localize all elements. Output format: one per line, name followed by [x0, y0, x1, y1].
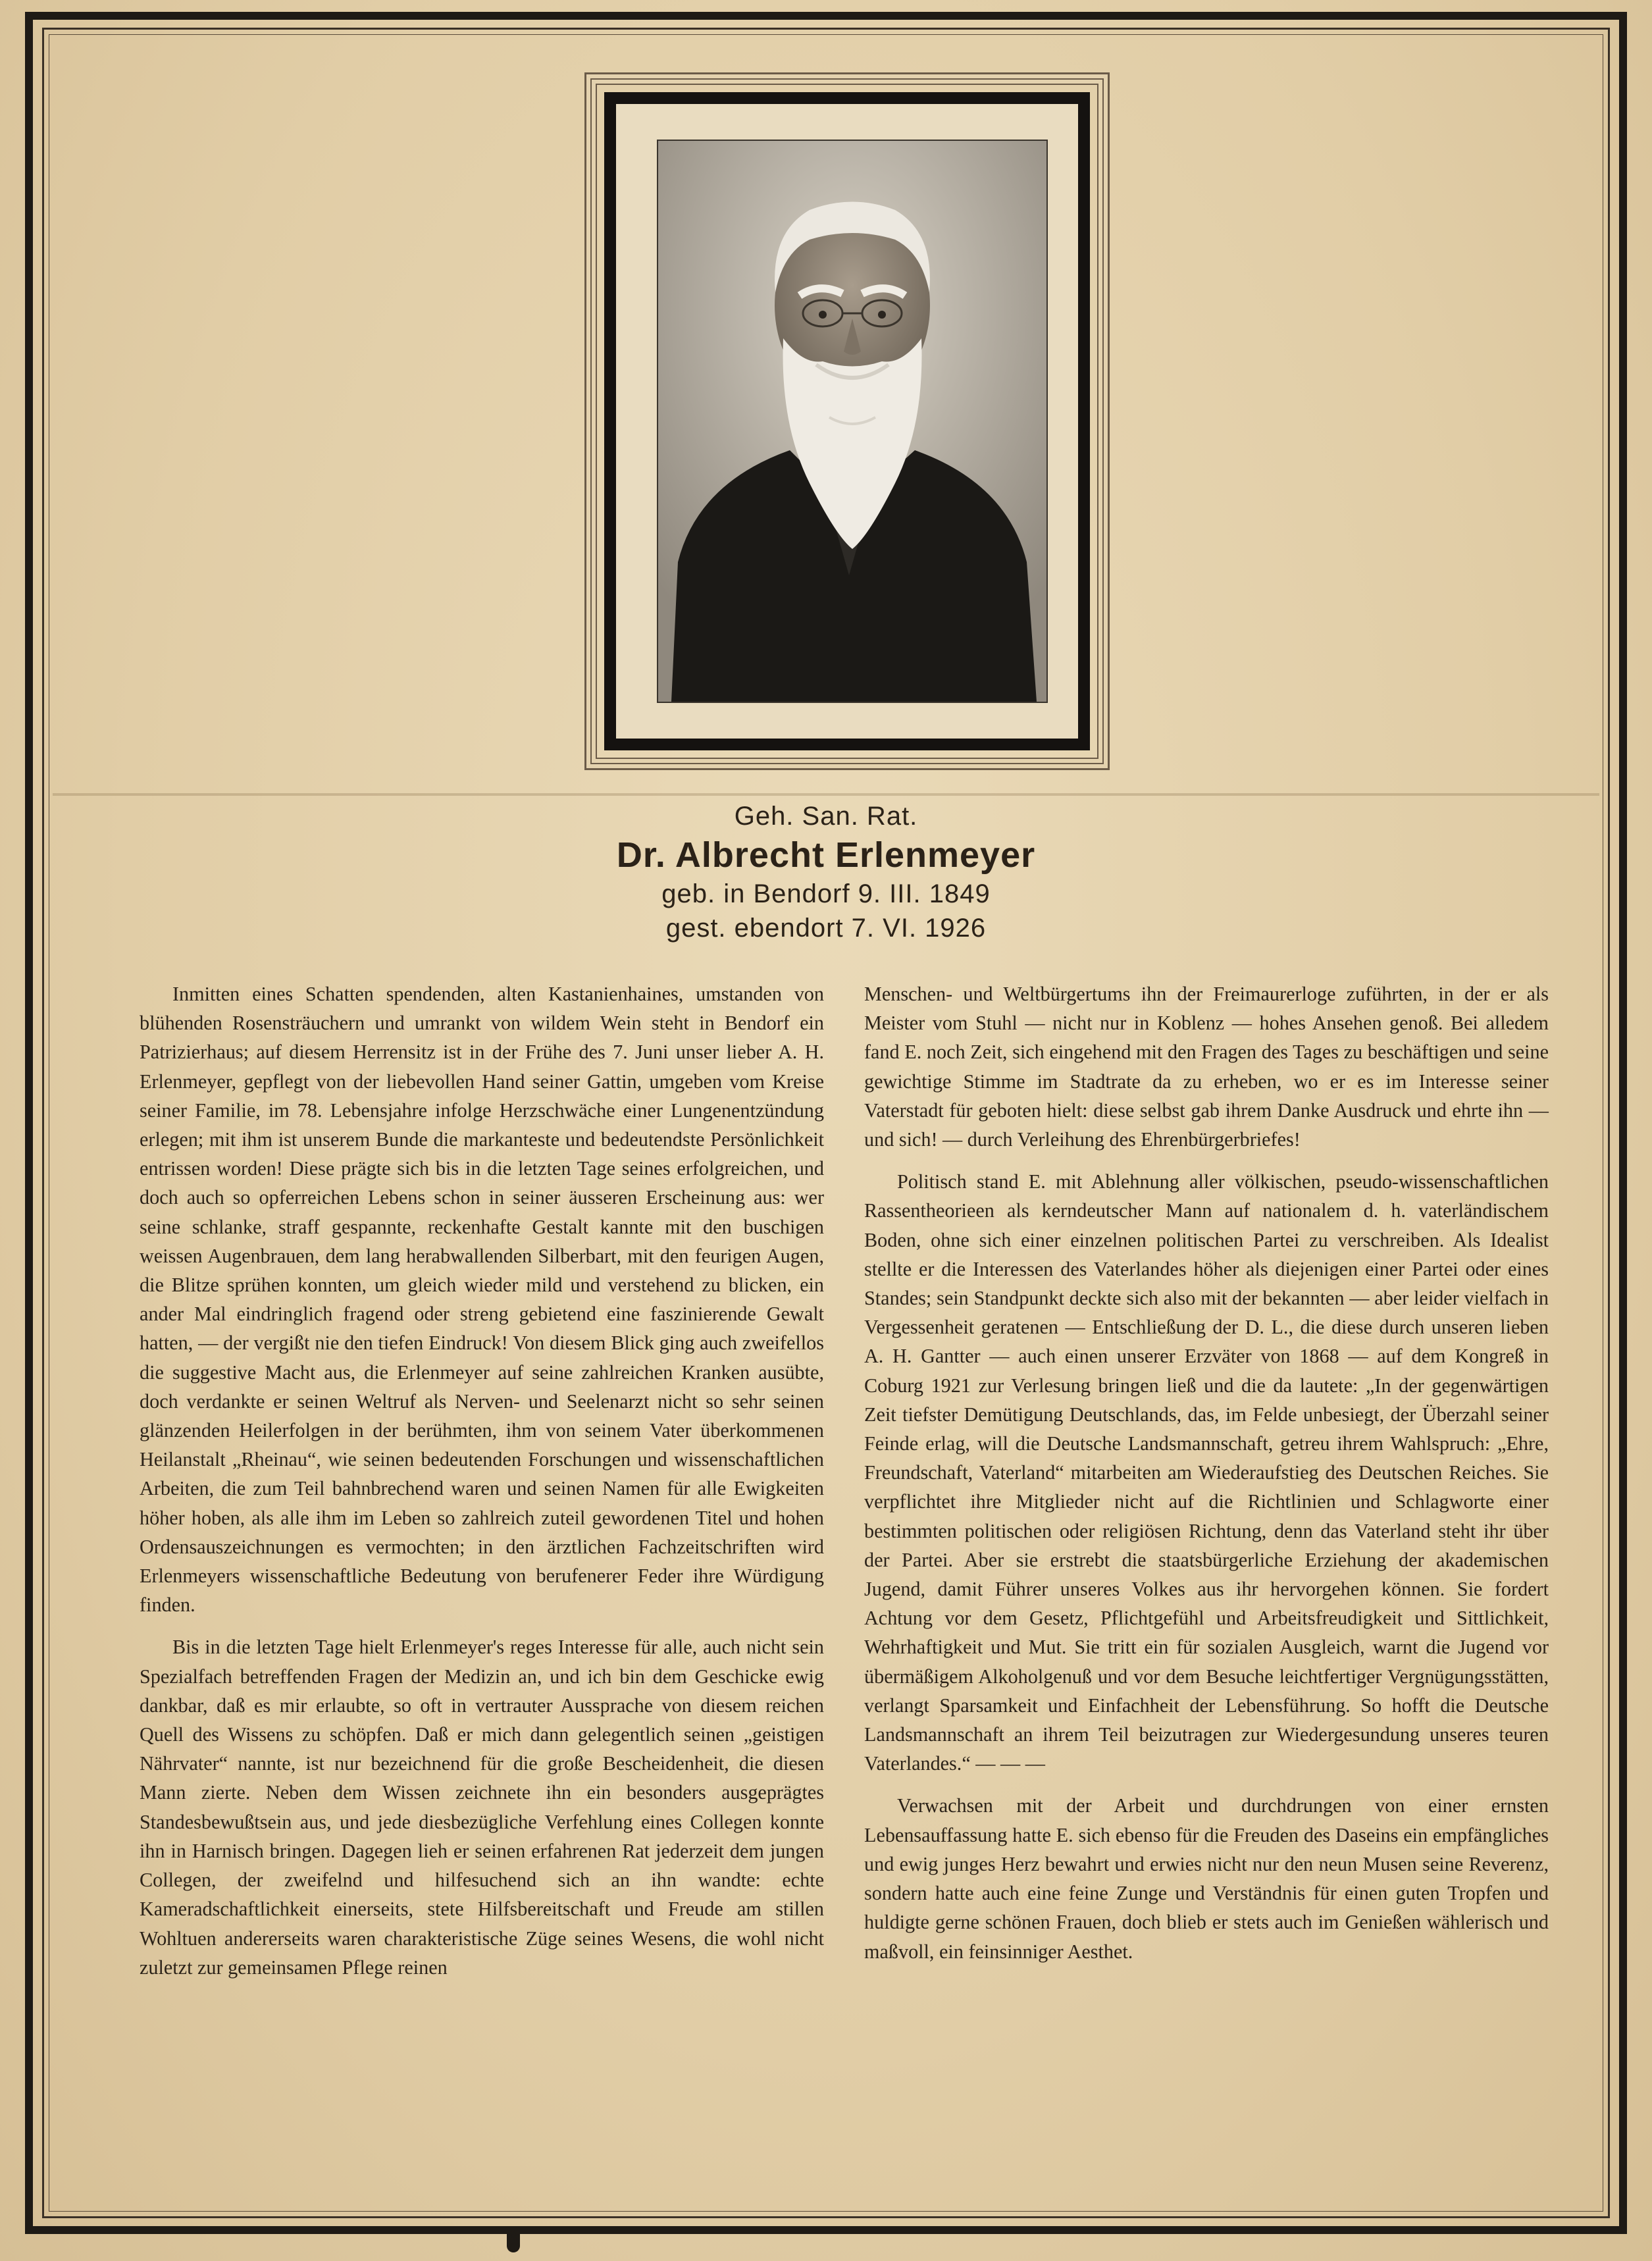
birth-line: geb. in Bendorf 9. III. 1849 — [661, 879, 991, 908]
portrait-photo — [657, 140, 1048, 703]
person-name: Dr. Albrecht Erlenmeyer — [616, 835, 1036, 875]
text-column-left — [140, 979, 824, 1995]
paragraph: Inmitten eines Schatten spendenden, alten Kastanienhaines, umstanden von blühenden Rosensträuchern und umrankt von wildem Wein steht in Bendorf ein Patrizierhaus; auf diesem Herrensitz ist in der Frühe des 7. Juni unser lieber A. H. Erlenmeyer, gepflegt von der liebevollen Hand seiner Gattin, umgeben vom Kreise seiner Familie, im 78. Lebensjahre infolge Herzschwäche einer Lungenentzündung erlegen; mit ihm ist unserem Bunde die markanteste und bedeutendste Persönlichkeit entrissen worden! Diese prägte sich bis in die letzten Tage seines erfolgreichen, und doch auch so opferreichen Lebens schon in seiner äusseren Erscheinung aus: wer seine schlanke, straff gespannte, reckenhafte Gestalt kannte mit den buschigen weissen Augenbrauen, dem lang herabwallenden Silberbart, mit den feurigen Augen, die Blitze sprühen konnten, um gleich wieder mild und verstehend zu blicken, ein ander Mal eindringlich fragend oder streng gebietend eine faszinierende Gewalt hatten, — der vergißt nie den tiefen Eindruck! Von diesem Blick ging auch zweifellos die suggestive Macht aus, die Erlenmeyer auf seine zahlreichen Kranken ausübte, doch verdankte er seinen Weltruf als Nerven- und Seelenarzt nicht so sehr seinen glänzenden Heilerfolgen in der berühmten, ihm von seinem Vater überkommenen Heilanstalt „Rheinau“, wie seinen bedeutenden Forschungen und wissenschaftlichen Arbeiten, die zum Teil bahnbrechend waren und seinen Namen für alle Ewigkeiten höher hoben, als alle ihm im Leben so zahlreich zuteil gewordenen Titel und hohen Ordensauszeichnungen es vermochten; in den ärztlichen Fachzeitschriften wird Erlenmeyers wissenschaftliche Bedeutung von berufenerer Feder ihre Würdigung finden. — [140, 983, 824, 1617]
paragraph: Politisch stand E. mit Ablehnung aller völkischen, pseudo-wissenschaftlichen Rassentheorieen als kerndeutscher Mann auf nationalem d. h. vaterländischem Boden, ohne sich einer einzelnen politischen Partei zu verschreiben. Als Idealist stellte er die Interessen des Vaterlandes höher als diejenigen einer Partei oder eines Standes; sein Standpunkt deckte sich also mit der bekannten — aber leider vielfach in Vergessenheit geratenen — Entschließung der D. L., die diese durch unseren lieben A. H. Gantter — auch einen unserer Erzväter von 1868 — auf dem Kongreß in Coburg 1921 zur Verlesung bringen ließ und die da lautete: „In der gegenwärtigen Zeit tiefster Demütigung Deutschlands, das, im Felde unbesiegt, der Überzahl seiner Feinde erlag, will die Deutsche Landsmannschaft, getreu ihrem Wahlspruch: „Ehre, Freundschaft, Vaterland“ mitarbeiten am Wiederaufstieg des Deutschen Reiches. Sie verpflichtet ihre Mitglieder nicht auf die Richtlinien und Schlagworte einer bestimmten politischen oder religiösen Richtung, denn das Vaterland steht ihr über der Partei. Aber sie erstrebt die staatsbürgerliche Erziehung der akademischen Jugend, damit Führer unseres Volkes aus ihr hervorgehen können. Sie fordert Achtung vor dem Gesetz, Pflichtgefühl und Arbeitsfreudigkeit und Sittlichkeit, Wehrhaftigkeit und Mut. Sie tritt ein für sozialen Ausgleich, warnt die Jugend vor übermäßigem Alkoholgenuß und vor dem Besuche leichtfertiger Vergnügungsstätten, verlangt Sparsamkeit und Einfachheit der Lebensführung. So hofft die Deutsche Landsmannschaft an ihrem Teil beizutragen zur Wiedergesundung unseres teuren Vaterlandes.“ — — — — [864, 1170, 1549, 1775]
paragraph: Menschen- und Weltbürgertums ihn der Freimaurerloge zuführten, in der er als Meister vom Stuhl — nicht nur in Koblenz — hohes Ansehen genoß. Bei alledem fand E. noch Zeit, sich eingehend mit den Fragen des Tages zu beschäftigen und seine gewichtige Stimme im Stadtrate da zu erheben, wo er es im Interesse seiner Vaterstadt für geboten hielt: diese selbst gab ihrem Danke Ausdruck und ehrte ihn — und sich! — durch Verleihung des Ehrenbürgerbriefes! — [864, 983, 1549, 1151]
text-column-right — [864, 979, 1549, 1979]
paragraph: Verwachsen mit der Arbeit und durchdrungen von einer ernsten Lebensauffassung hatte E. sich ebenso für die Freuden des Daseins ein empfängliches und ewig junges Herz bewahrt und erwies nicht nur den neun Musen seine Reverenz, sondern hatte auch eine feine Zunge und Verständnis für einen guten Tropfen und huldigte gerne schönen Frauen, doch blieb er stets auch im Genießen wählerisch und maßvoll, ein feinsinniger Aesthet. — [864, 1794, 1549, 1963]
paper-fold — [53, 793, 1599, 796]
death-line: gest. ebendort 7. VI. 1926 — [665, 914, 987, 943]
portrait-illustration — [658, 141, 1046, 702]
honorific-title: Geh. San. Rat. — [734, 802, 918, 831]
paragraph: Bis in die letzten Tage hielt Erlenmeyer's reges Interesse für alle, auch nicht sein Spezialfach betreffenden Fragen der Medizin an, und ich bin dem Geschicke ewig dankbar, daß es mir erlaubte, so oft in vertrauter Aussprache von diesem reichen Quell des Wissens zu schöpfen. Daß er mich dann gelegentlich seinen „geistigen Nährvater“ nannte, ist nur bezeichnend für die große Bescheidenheit, die diesen Mann zierte. Neben dem Wissen zeichnete ihn ein besonders ausgeprägtes Standesbewußtsein aus, und jede diesbezügliche Verfehlung eines Collegen konnte ihn in Harnisch bringen. Dagegen lieh er seinen erfahrenen Rat jederzeit dem jungen Collegen, der zweifelnd und hilfesuchend sich an ihn wandte: echte Kameradschaftlichkeit einerseits, stete Hilfsbereitschaft und Freude am stillen Wohltuen andererseits waren charakteristische Züge seines Wesens, die wohl nicht zuletzt zur gemeinsamen Pflege reinen — [140, 1636, 824, 1979]
paper-tear — [507, 2233, 520, 2252]
